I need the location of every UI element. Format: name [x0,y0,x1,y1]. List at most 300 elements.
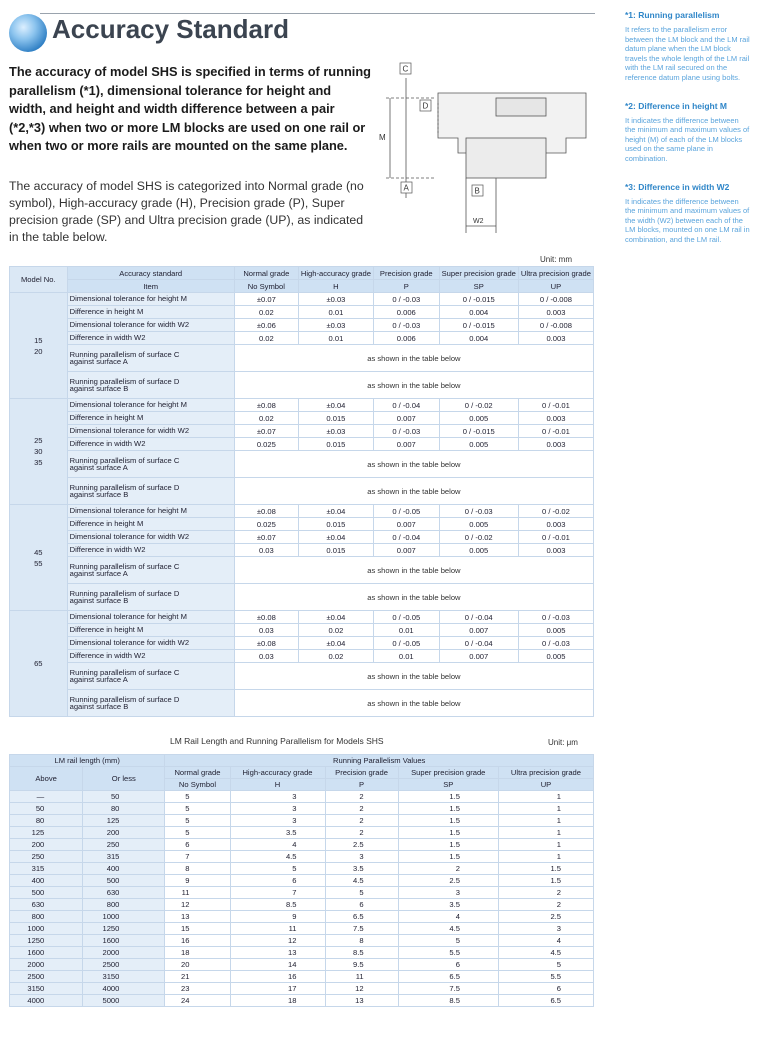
parallelism-value-cell: 20 [165,959,230,971]
value-cell: ±0.08 [234,637,298,650]
header-grade-symbol: P [325,779,398,791]
item-label-line: Running parallelism of surface C [69,349,180,359]
table2-title: LM Rail Length and Running Parallelism for Models SHS [170,736,384,746]
parallelism-value-cell: 21 [165,971,230,983]
length-or-less-cell: 500 [83,875,165,887]
header-grade-name: High-accuracy grade [298,267,373,280]
parallelism-value-cell: 3.5 [325,863,398,875]
parallelism-value-cell: 5.5 [498,971,593,983]
value-cell: 0 / -0.015 [439,425,518,438]
parallelism-value-cell: 9 [230,911,325,923]
item-label: Difference in height M [67,306,234,319]
parallelism-value-cell: 4.5 [498,947,593,959]
table-row [10,293,594,306]
parallelism-value-cell: 2 [325,815,398,827]
item-label [67,663,234,690]
value-cell: ±0.04 [298,505,373,518]
parallelism-value-cell: 13 [230,947,325,959]
length-above-cell: 125 [10,827,83,839]
length-above-cell: 630 [10,899,83,911]
parallelism-value-cell: 1 [498,827,593,839]
table2-unit: Unit: μm [548,738,578,747]
parallelism-value-cell: 18 [230,995,325,1007]
value-cell: ±0.08 [234,399,298,412]
parallelism-value-cell: 6 [398,959,498,971]
table-row [10,863,594,875]
value-cell: 0 / -0.02 [439,399,518,412]
value-cell: 0.006 [373,332,439,345]
parallelism-value-cell: 4.5 [398,923,498,935]
header-grade-name: Precision grade [325,767,398,779]
header-model: Model No. [10,267,68,293]
parallelism-value-cell: 5.5 [398,947,498,959]
value-cell: 0.006 [373,306,439,319]
item-label-line: Running parallelism of surface D [69,588,180,598]
value-cell: 0.02 [298,650,373,663]
value-cell: 0 / -0.04 [373,399,439,412]
value-cell: 0.005 [439,518,518,531]
table-row [10,887,594,899]
value-cell: 0 / -0.05 [373,611,439,624]
parallelism-value-cell: 2.5 [498,911,593,923]
length-or-less-cell: 630 [83,887,165,899]
length-or-less-cell: 2000 [83,947,165,959]
value-cell: 0.007 [373,438,439,451]
table-row [10,372,594,399]
value-cell: 0 / -0.03 [373,319,439,332]
item-label: Difference in width W2 [67,332,234,345]
page-title: Accuracy Standard [52,14,289,44]
reference-cell: as shown in the table below [234,557,593,584]
parallelism-value-cell: 1.5 [498,863,593,875]
parallelism-value-cell: 5 [398,935,498,947]
table-row [10,425,594,438]
item-label [67,451,234,478]
value-cell: 0.01 [298,306,373,319]
item-label [67,584,234,611]
item-label-line: Running parallelism of surface C [69,455,180,465]
value-cell: 0.03 [234,624,298,637]
value-cell: 0.003 [518,306,593,319]
value-cell: 0.005 [518,650,593,663]
header-item: Item [67,280,234,293]
value-cell: 0.01 [373,624,439,637]
table-row [10,611,594,624]
item-label [67,372,234,399]
length-or-less-cell: 2500 [83,959,165,971]
parallelism-value-cell: 24 [165,995,230,1007]
header-grade-name: Super precision grade [398,767,498,779]
length-or-less-cell: 50 [83,791,165,803]
parallelism-value-cell: 3 [230,815,325,827]
label-b: B [474,186,480,196]
length-above-cell: — [10,791,83,803]
note-text: It indicates the difference between the minimum and maximum values of height (M) of each of the LM blocks used on the same plane in combination. [625,115,750,163]
note-title: *3: Difference in width W2 [625,181,730,192]
length-above-cell: 200 [10,839,83,851]
parallelism-value-cell: 6 [230,875,325,887]
header-grade-symbol: P [373,280,439,293]
note-difference-width [625,182,751,245]
value-cell: 0.015 [298,544,373,557]
length-or-less-cell: 125 [83,815,165,827]
side-notes [625,10,751,263]
length-above-cell: 1000 [10,923,83,935]
item-label-line: against surface A [69,463,128,472]
table-row [10,332,594,345]
parallelism-value-cell: 1 [498,839,593,851]
header-grade-symbol: H [230,779,325,791]
value-cell: ±0.08 [234,505,298,518]
length-or-less-cell: 315 [83,851,165,863]
table1-unit: Unit: mm [540,255,572,264]
value-cell: 0 / -0.03 [373,293,439,306]
value-cell: 0.005 [518,624,593,637]
parallelism-value-cell: 1.5 [398,803,498,815]
item-label: Dimensional tolerance for height M [67,505,234,518]
value-cell: 0.003 [518,518,593,531]
table-row [10,827,594,839]
table-row [10,505,594,518]
length-above-cell: 800 [10,911,83,923]
header-running-parallelism: Running Parallelism Values [165,755,594,767]
value-cell: 0.02 [234,306,298,319]
table-row [10,345,594,372]
value-cell: 0 / -0.04 [439,637,518,650]
value-cell: 0.005 [439,412,518,425]
parallelism-value-cell: 3 [325,851,398,863]
table-row [10,803,594,815]
table-row [10,637,594,650]
item-label: Difference in height M [67,518,234,531]
table-row [10,911,594,923]
parallelism-value-cell: 6 [165,839,230,851]
parallelism-value-cell: 15 [165,923,230,935]
length-above-cell: 1600 [10,947,83,959]
note-title: *1: Running parallelism [625,10,720,20]
parallelism-value-cell: 4.5 [230,851,325,863]
length-above-cell: 50 [10,803,83,815]
header-grade-name: Super precision grade [439,267,518,280]
value-cell: ±0.07 [234,425,298,438]
parallelism-value-cell: 6.5 [398,971,498,983]
length-or-less-cell: 200 [83,827,165,839]
parallelism-value-cell: 7.5 [325,923,398,935]
value-cell: 0.003 [518,332,593,345]
note-text: It indicates the difference between the minimum and maximum values of the width (W2) between each of the LM blocks, mounted on one LM rail in combination, and the LM rail. [625,196,750,244]
value-cell: 0.015 [298,518,373,531]
note-text: It refers to the parallelism error between the LM block and the LM rail datum plane when the LM block travels the whole length of the LM rail with the LM rail secured on the reference datum plane using bolts. [625,25,750,82]
value-cell: 0.007 [373,518,439,531]
item-label-line: against surface A [69,569,128,578]
value-cell: 0.004 [439,332,518,345]
parallelism-value-cell: 8 [165,863,230,875]
parallelism-value-cell: 8.5 [398,995,498,1007]
value-cell: ±0.04 [298,611,373,624]
parallelism-value-cell: 13 [165,911,230,923]
header-grade-symbol: No Symbol [234,280,298,293]
parallelism-value-cell: 5 [165,815,230,827]
section-bullet-icon [9,14,47,52]
label-a: A [403,183,409,193]
parallelism-value-cell: 16 [230,971,325,983]
parallelism-value-cell: 2.5 [398,875,498,887]
length-or-less-cell: 400 [83,863,165,875]
length-above-cell: 3150 [10,983,83,995]
header-grade-symbol: UP [498,779,593,791]
parallelism-value-cell: 3.5 [230,827,325,839]
parallelism-value-cell: 17 [230,983,325,995]
value-cell: ±0.06 [234,319,298,332]
parallelism-value-cell: 4 [498,935,593,947]
header-grade-name: Precision grade [373,267,439,280]
table-row [10,438,594,451]
value-cell: 0 / -0.01 [518,531,593,544]
value-cell: 0.003 [518,438,593,451]
parallelism-value-cell: 1 [498,803,593,815]
table-row [10,983,594,995]
parallelism-value-cell: 6.5 [498,995,593,1007]
parallelism-value-cell: 6 [498,983,593,995]
model-number-cell: 15 20 [10,293,68,399]
item-label-line: Running parallelism of surface D [69,694,180,704]
parallelism-value-cell: 1.5 [398,851,498,863]
table-row [10,544,594,557]
parallelism-value-cell: 3 [398,887,498,899]
table-row [10,624,594,637]
item-label-line: against surface B [69,596,129,605]
table-row [10,690,594,717]
parallelism-value-cell: 8.5 [325,947,398,959]
table-row [10,518,594,531]
item-label-line: Running parallelism of surface C [69,667,180,677]
parallelism-value-cell: 5 [165,803,230,815]
reference-cell: as shown in the table below [234,372,593,399]
table-row [10,935,594,947]
reference-cell: as shown in the table below [234,451,593,478]
parallelism-value-cell: 2 [325,791,398,803]
length-above-cell: 500 [10,887,83,899]
parallelism-value-cell: 7 [165,851,230,863]
parallelism-value-cell: 7.5 [398,983,498,995]
parallelism-value-cell: 8.5 [230,899,325,911]
value-cell: 0 / -0.02 [439,531,518,544]
running-parallelism-table [9,754,594,1007]
value-cell: 0.015 [298,412,373,425]
length-or-less-cell: 800 [83,899,165,911]
item-label: Dimensional tolerance for width W2 [67,637,234,650]
table-row [10,584,594,611]
model-number-cell: 25 30 35 [10,399,68,505]
reference-cell: as shown in the table below [234,584,593,611]
value-cell: 0 / -0.04 [373,531,439,544]
value-cell: 0.003 [518,544,593,557]
length-above-cell: 80 [10,815,83,827]
value-cell: 0.01 [373,650,439,663]
length-above-cell: 315 [10,863,83,875]
table-row [10,650,594,663]
parallelism-value-cell: 4 [230,839,325,851]
item-label [67,557,234,584]
length-or-less-cell: 1600 [83,935,165,947]
value-cell: 0.03 [234,544,298,557]
length-or-less-cell: 1250 [83,923,165,935]
value-cell: 0 / -0.015 [439,319,518,332]
value-cell: 0 / -0.015 [439,293,518,306]
item-label-line: against surface B [69,702,129,711]
value-cell: 0.004 [439,306,518,319]
label-d: D [422,101,429,111]
value-cell: 0 / -0.04 [439,611,518,624]
length-or-less-cell: 250 [83,839,165,851]
parallelism-value-cell: 1 [498,791,593,803]
header-above: Above [10,767,83,791]
value-cell: ±0.08 [234,611,298,624]
parallelism-value-cell: 5 [498,959,593,971]
header-accuracy-standard: Accuracy standard [67,267,234,280]
item-label: Difference in width W2 [67,544,234,557]
table-row [10,451,594,478]
model-number-cell: 45 55 [10,505,68,611]
item-label: Dimensional tolerance for height M [67,399,234,412]
length-or-less-cell: 4000 [83,983,165,995]
value-cell: ±0.04 [298,531,373,544]
note-title: *2: Difference in height M [625,100,728,111]
parallelism-value-cell: 2 [498,887,593,899]
parallelism-value-cell: 3 [230,803,325,815]
value-cell: ±0.07 [234,531,298,544]
parallelism-value-cell: 4 [398,911,498,923]
table-row [10,947,594,959]
parallelism-value-cell: 6 [325,899,398,911]
parallelism-value-cell: 8 [325,935,398,947]
item-label [67,690,234,717]
parallelism-value-cell: 1.5 [498,875,593,887]
parallelism-value-cell: 1 [498,851,593,863]
parallelism-value-cell: 2.5 [325,839,398,851]
table-row [10,306,594,319]
parallelism-value-cell: 2 [325,827,398,839]
parallelism-value-cell: 23 [165,983,230,995]
parallelism-value-cell: 9 [165,875,230,887]
reference-cell: as shown in the table below [234,663,593,690]
length-or-less-cell: 5000 [83,995,165,1007]
length-or-less-cell: 80 [83,803,165,815]
accuracy-table [9,266,594,717]
table-row [10,531,594,544]
value-cell: 0 / -0.03 [518,637,593,650]
value-cell: ±0.03 [298,293,373,306]
reference-cell: as shown in the table below [234,345,593,372]
intro-bold-paragraph: The accuracy of model SHS is specified in terms of running parallelism (*1), dimensional tolerance for height and width, and height and width difference between a pair (*2,*3) when two or more LM blocks are used on one rail or when two or more rails are mounted on the same plane. [9,64,371,154]
item-label-line: against surface A [69,357,128,366]
parallelism-value-cell: 1.5 [398,815,498,827]
parallelism-value-cell: 2 [498,899,593,911]
value-cell: 0 / -0.03 [439,505,518,518]
table-row [10,899,594,911]
table-row [10,875,594,887]
header-grade-name: Ultra precision grade [498,767,593,779]
table-row [10,923,594,935]
parallelism-value-cell: 18 [165,947,230,959]
model-number-cell: 65 [10,611,68,717]
note-running-parallelism [625,10,751,83]
parallelism-value-cell: 1 [498,815,593,827]
value-cell: 0.02 [234,332,298,345]
item-label-line: against surface B [69,384,129,393]
item-label: Dimensional tolerance for width W2 [67,425,234,438]
item-label: Dimensional tolerance for height M [67,293,234,306]
length-or-less-cell: 1000 [83,911,165,923]
value-cell: 0 / -0.05 [373,637,439,650]
value-cell: 0.025 [234,438,298,451]
length-above-cell: 4000 [10,995,83,1007]
value-cell: 0.02 [234,412,298,425]
length-above-cell: 1250 [10,935,83,947]
parallelism-value-cell: 5 [165,791,230,803]
header-grade-symbol: SP [439,280,518,293]
value-cell: 0 / -0.03 [373,425,439,438]
reference-cell: as shown in the table below [234,478,593,505]
parallelism-value-cell: 12 [325,983,398,995]
value-cell: ±0.04 [298,399,373,412]
item-label: Difference in width W2 [67,438,234,451]
value-cell: 0 / -0.008 [518,319,593,332]
note-difference-height [625,101,751,164]
header-or-less: Or less [83,767,165,791]
header-grade-name: Ultra precision grade [518,267,593,280]
length-above-cell: 250 [10,851,83,863]
value-cell: 0 / -0.05 [373,505,439,518]
parallelism-value-cell: 16 [165,935,230,947]
table-row [10,815,594,827]
header-rail-length: LM rail length (mm) [10,755,165,767]
header-grade-name: Normal grade [234,267,298,280]
value-cell: 0.005 [439,438,518,451]
value-cell: 0 / -0.02 [518,505,593,518]
parallelism-value-cell: 12 [165,899,230,911]
parallelism-value-cell: 5 [230,863,325,875]
parallelism-value-cell: 7 [230,887,325,899]
item-label-line: Running parallelism of surface D [69,482,180,492]
parallelism-value-cell: 12 [230,935,325,947]
parallelism-value-cell: 5 [325,887,398,899]
value-cell: 0.007 [373,412,439,425]
length-or-less-cell: 3150 [83,971,165,983]
value-cell: 0.03 [234,650,298,663]
value-cell: 0.025 [234,518,298,531]
table-row [10,959,594,971]
parallelism-value-cell: 6.5 [325,911,398,923]
table-row [10,412,594,425]
length-above-cell: 400 [10,875,83,887]
value-cell: 0.02 [298,624,373,637]
parallelism-value-cell: 14 [230,959,325,971]
parallelism-value-cell: 2 [325,803,398,815]
parallelism-value-cell: 11 [165,887,230,899]
length-above-cell: 2500 [10,971,83,983]
table-row [10,791,594,803]
item-label: Dimensional tolerance for width W2 [67,531,234,544]
table-row [10,839,594,851]
parallelism-value-cell: 2 [398,863,498,875]
value-cell: 0 / -0.03 [518,611,593,624]
header-grade-symbol: UP [518,280,593,293]
table-row [10,478,594,505]
value-cell: ±0.07 [234,293,298,306]
item-label-line: Running parallelism of surface C [69,561,180,571]
value-cell: 0.007 [373,544,439,557]
